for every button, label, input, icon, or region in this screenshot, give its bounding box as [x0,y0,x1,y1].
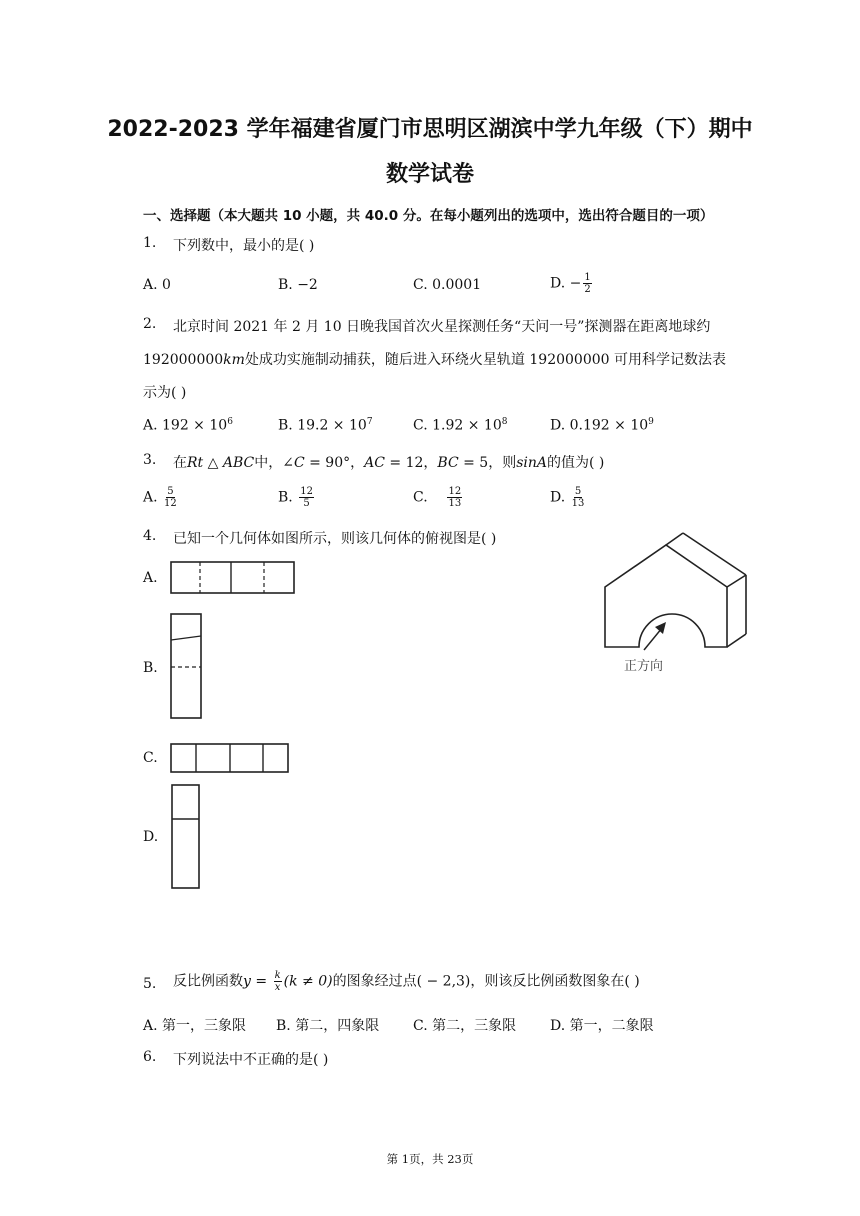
fraction-numerator: k [274,970,281,981]
question-2-option-c [413,417,507,434]
question-2-option-b [278,417,373,434]
stem-text: = 12， [384,455,438,471]
option-label: A. [143,489,158,506]
stem-text: = 5，则 [458,455,517,471]
section-header: 一、选择题（本大题共 10 小题，共 40.0 分。在每小题列出的选项中，选出符合题目的一项） [143,208,714,224]
stem-text: 反比例函数 [173,973,243,990]
exam-title-line1: 2022-2023 学年福建省厦门市思明区湖滨中学九年级（下）期中 [107,117,753,142]
fraction-k-over-x [274,970,282,993]
question-4-solid-figure [600,530,750,680]
question-4-option-c: C. [143,750,158,766]
fraction-denominator: 13 [571,498,585,509]
question-5-option-d: D. 第一，二象限 [550,1018,654,1034]
question-4-option-d: D. [143,829,159,845]
math-bc: BC [437,455,459,471]
question-2-option-a [143,417,233,434]
fraction [572,486,585,509]
option-d-top-view-figure [170,782,204,892]
question-3-option-b [278,486,316,509]
exponent: 6 [227,417,233,427]
math-y: y [243,973,251,990]
question-4-option-a: A. [143,570,158,586]
fraction-numerator: 5 [167,486,174,497]
fraction-numerator: 12 [448,486,462,497]
exponent: 9 [648,417,654,427]
question-2-number: 2. [143,316,157,332]
fraction-denominator: 12 [164,498,177,509]
question-6-stem: 下列说法中不正确的是( ) [173,1052,329,1068]
fraction-denominator: 5 [303,498,310,509]
math-rt: Rt [187,455,204,471]
fraction-numerator: 12 [300,486,313,497]
option-text: A. 192 × 10 [143,417,228,434]
question-2-stem-line1: 北京时间 2021 年 2 月 10 日晚我国首次火星探测任务“天问一号”探测器在距离地球约 [173,319,711,335]
stem-text: 的图象经过点( − 2,3)，则该反比例函数图象在( ) [332,973,640,990]
option-label: C. [413,489,428,506]
fraction [447,486,462,509]
question-3-number: 3. [143,452,157,468]
question-2-stem-line2 [143,349,726,369]
math-abc: ABC [222,455,255,471]
question-5-stem [173,970,640,993]
stem-text: 处成功实施制动捕获，随后进入环绕火星轨道 192000000 可用科学记数法表 [244,352,727,368]
stem-text: 的值为( ) [547,455,605,471]
stem-text: 中，∠ [254,455,294,471]
question-4-option-b: B. [143,660,158,676]
exponent: 8 [501,417,508,427]
question-1-option-a: A. 0 [143,277,171,293]
fraction-numerator: 1 [584,272,591,283]
figure-direction-label: 正方向 [624,659,664,674]
option-b-top-view-figure [168,612,208,724]
fraction [299,486,314,509]
fraction-denominator: 13 [448,498,462,509]
unit-text: km [223,352,245,368]
question-1-option-b: B. −2 [278,277,318,293]
question-3-stem [173,452,604,472]
fraction-numerator: 5 [574,486,582,497]
stem-text: = 90°， [304,455,365,471]
page-footer: 第 1页，共 23页 [386,1152,474,1166]
question-5-number: 5. [143,976,157,992]
option-text: B. 19.2 × 10 [278,417,367,434]
option-d-prefix: D. − [550,275,582,292]
question-1-option-d [550,272,594,295]
question-2-stem-line3: 示为( ) [143,385,187,401]
option-text: C. 1.92 × 10 [413,417,502,434]
math-equals: = [250,973,272,990]
question-4-number: 4. [143,528,157,544]
number-text: 192000000 [143,352,224,368]
fraction [583,272,591,295]
option-label: D. [550,489,566,506]
question-3-option-a [143,486,179,509]
math-triangle: △ [203,455,223,471]
question-2-option-d [550,417,654,434]
option-a-top-view-figure [170,560,296,596]
question-5-option-c: C. 第二，三象限 [413,1018,517,1034]
option-text: D. 0.192 × 10 [550,417,649,434]
question-1-number: 1. [143,235,157,251]
question-5-option-a: A. 第一，三象限 [143,1018,247,1034]
fraction-denominator: 2 [584,284,591,295]
option-label: B. [278,489,293,506]
question-3-option-d [550,486,586,509]
exponent: 7 [366,417,373,427]
option-c-top-view-figure [170,742,292,776]
question-4-stem: 已知一个几何体如图所示，则该几何体的俯视图是( ) [173,531,497,547]
fraction [164,486,177,509]
question-6-number: 6. [143,1049,157,1065]
question-1-option-c: C. 0.0001 [413,277,482,293]
math-c: C [293,455,305,471]
math-condition: (k ≠ 0) [283,973,333,990]
question-1-stem: 下列数中，最小的是( ) [173,238,315,254]
math-sina: sinA [516,455,548,471]
math-ac: AC [364,455,385,471]
question-5-option-b: B. 第二，四象限 [276,1018,380,1034]
stem-text: 在 [173,455,187,471]
question-3-option-c [413,486,464,509]
fraction-denominator: x [274,982,281,993]
exam-title-line2: 数学试卷 [385,162,474,187]
